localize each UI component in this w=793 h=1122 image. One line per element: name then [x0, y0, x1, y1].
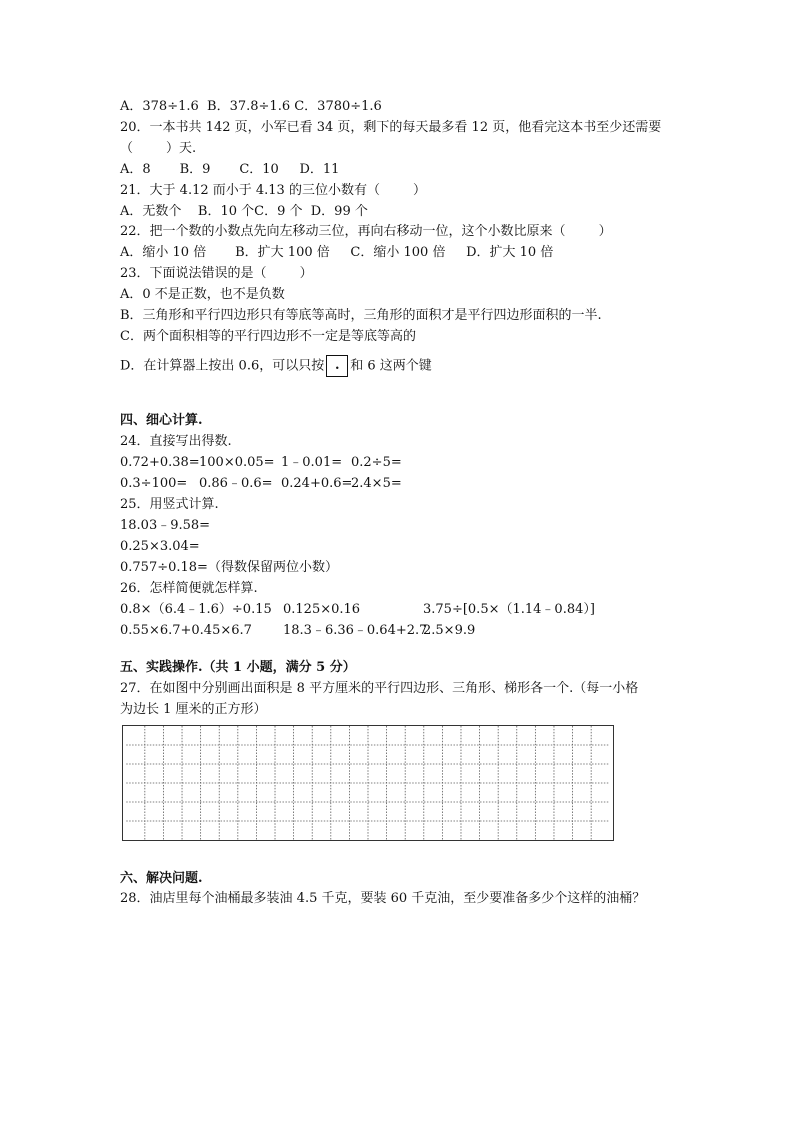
q24-item: 0.24+0.6= [281, 476, 353, 491]
calculator-decimal-key: . [326, 355, 348, 377]
q22-options: A．缩小 10 倍 B．扩大 100 倍 C．缩小 100 倍 D．扩大 10 倍 [120, 245, 554, 260]
q24-item: 0.86﹣0.6= [199, 476, 273, 491]
q26-item: 2.5×9.9 [423, 623, 476, 638]
q23-stem: 23．下面说法错误的是（ ） [120, 266, 313, 281]
q25-item: 0.25×3.04= [120, 539, 200, 554]
q20-stem: 20．一本书共 142 页，小军已看 34 页，剩下的每天最多看 12 页，他看完这本书至少还需要 [120, 120, 662, 135]
q20-stem-cont: （ ）天. [120, 141, 197, 156]
q24-item: 1﹣0.01= [281, 455, 343, 470]
q26-item: 0.8×（6.4﹣1.6）÷0.15 [120, 602, 272, 617]
q26-item: 0.125×0.16 [283, 602, 361, 617]
q23-option-d-post: 和 6 这两个键 [350, 358, 432, 374]
q24-stem: 24．直接写出得数. [120, 434, 232, 449]
q23-option-d-pre: D．在计算器上按出 0.6，可以只按 [120, 358, 325, 374]
q28-stem: 28．油店里每个油桶最多装油 4.5 千克，要装 60 千克油，至少要准备多少个这样的油桶？ [120, 891, 646, 906]
q23-option-c: C．两个面积相等的平行四边形不一定是等底等高的 [120, 329, 416, 344]
q21-options: A．无数个 B．10 个C．9 个 D．99 个 [120, 204, 368, 219]
q25-stem: 25．用竖式计算. [120, 497, 219, 512]
q24-item: 0.3÷100= [120, 476, 188, 491]
q23-option-d [120, 355, 432, 377]
q26-item: 0.55×6.7+0.45×6.7 [120, 623, 252, 638]
q26-item: 3.75÷[0.5×（1.14﹣0.84）] [423, 602, 595, 617]
q26-item: 18.3﹣6.36﹣0.64+2.7 [283, 623, 428, 638]
q24-item: 0.2÷5= [351, 455, 402, 470]
section-6-title: 六、解决问题. [120, 871, 203, 886]
q24-item: 0.72+0.38= [120, 455, 200, 470]
section-5-title: 五、实践操作.（共 1 小题，满分 5 分） [120, 660, 356, 675]
section-4-title: 四、细心计算. [120, 413, 203, 428]
q27-stem: 27．在如图中分别画出面积是 8 平方厘米的平行四边形、三角形、梯形各一个.（每一小格 [120, 681, 639, 696]
q22-stem: 22．把一个数的小数点先向左移动三位，再向右移动一位，这个小数比原来（ ） [120, 224, 612, 239]
q23-option-a: A．0 不是正数，也不是负数 [120, 287, 285, 302]
q27-stem-cont: 为边长 1 厘米的正方形） [120, 702, 267, 717]
q23-option-b: B．三角形和平行四边形只有等底等高时，三角形的面积才是平行四边形面积的一半. [120, 308, 602, 323]
square-grid [122, 725, 614, 841]
q20-options: A．8 B．9 C．10 D．11 [120, 162, 340, 177]
q25-item: 0.757÷0.18=（得数保留两位小数） [120, 560, 338, 575]
q19-options: A．378÷1.6 B．37.8÷1.6 C．3780÷1.6 [120, 99, 382, 114]
q26-stem: 26．怎样简便就怎样算. [120, 581, 258, 596]
q21-stem: 21．大于 4.12 而小于 4.13 的三位小数有（ ） [120, 183, 427, 198]
q24-item: 100×0.05= [199, 455, 275, 470]
q24-item: 2.4×5= [351, 476, 402, 491]
q25-item: 18.03﹣9.58= [120, 518, 211, 533]
